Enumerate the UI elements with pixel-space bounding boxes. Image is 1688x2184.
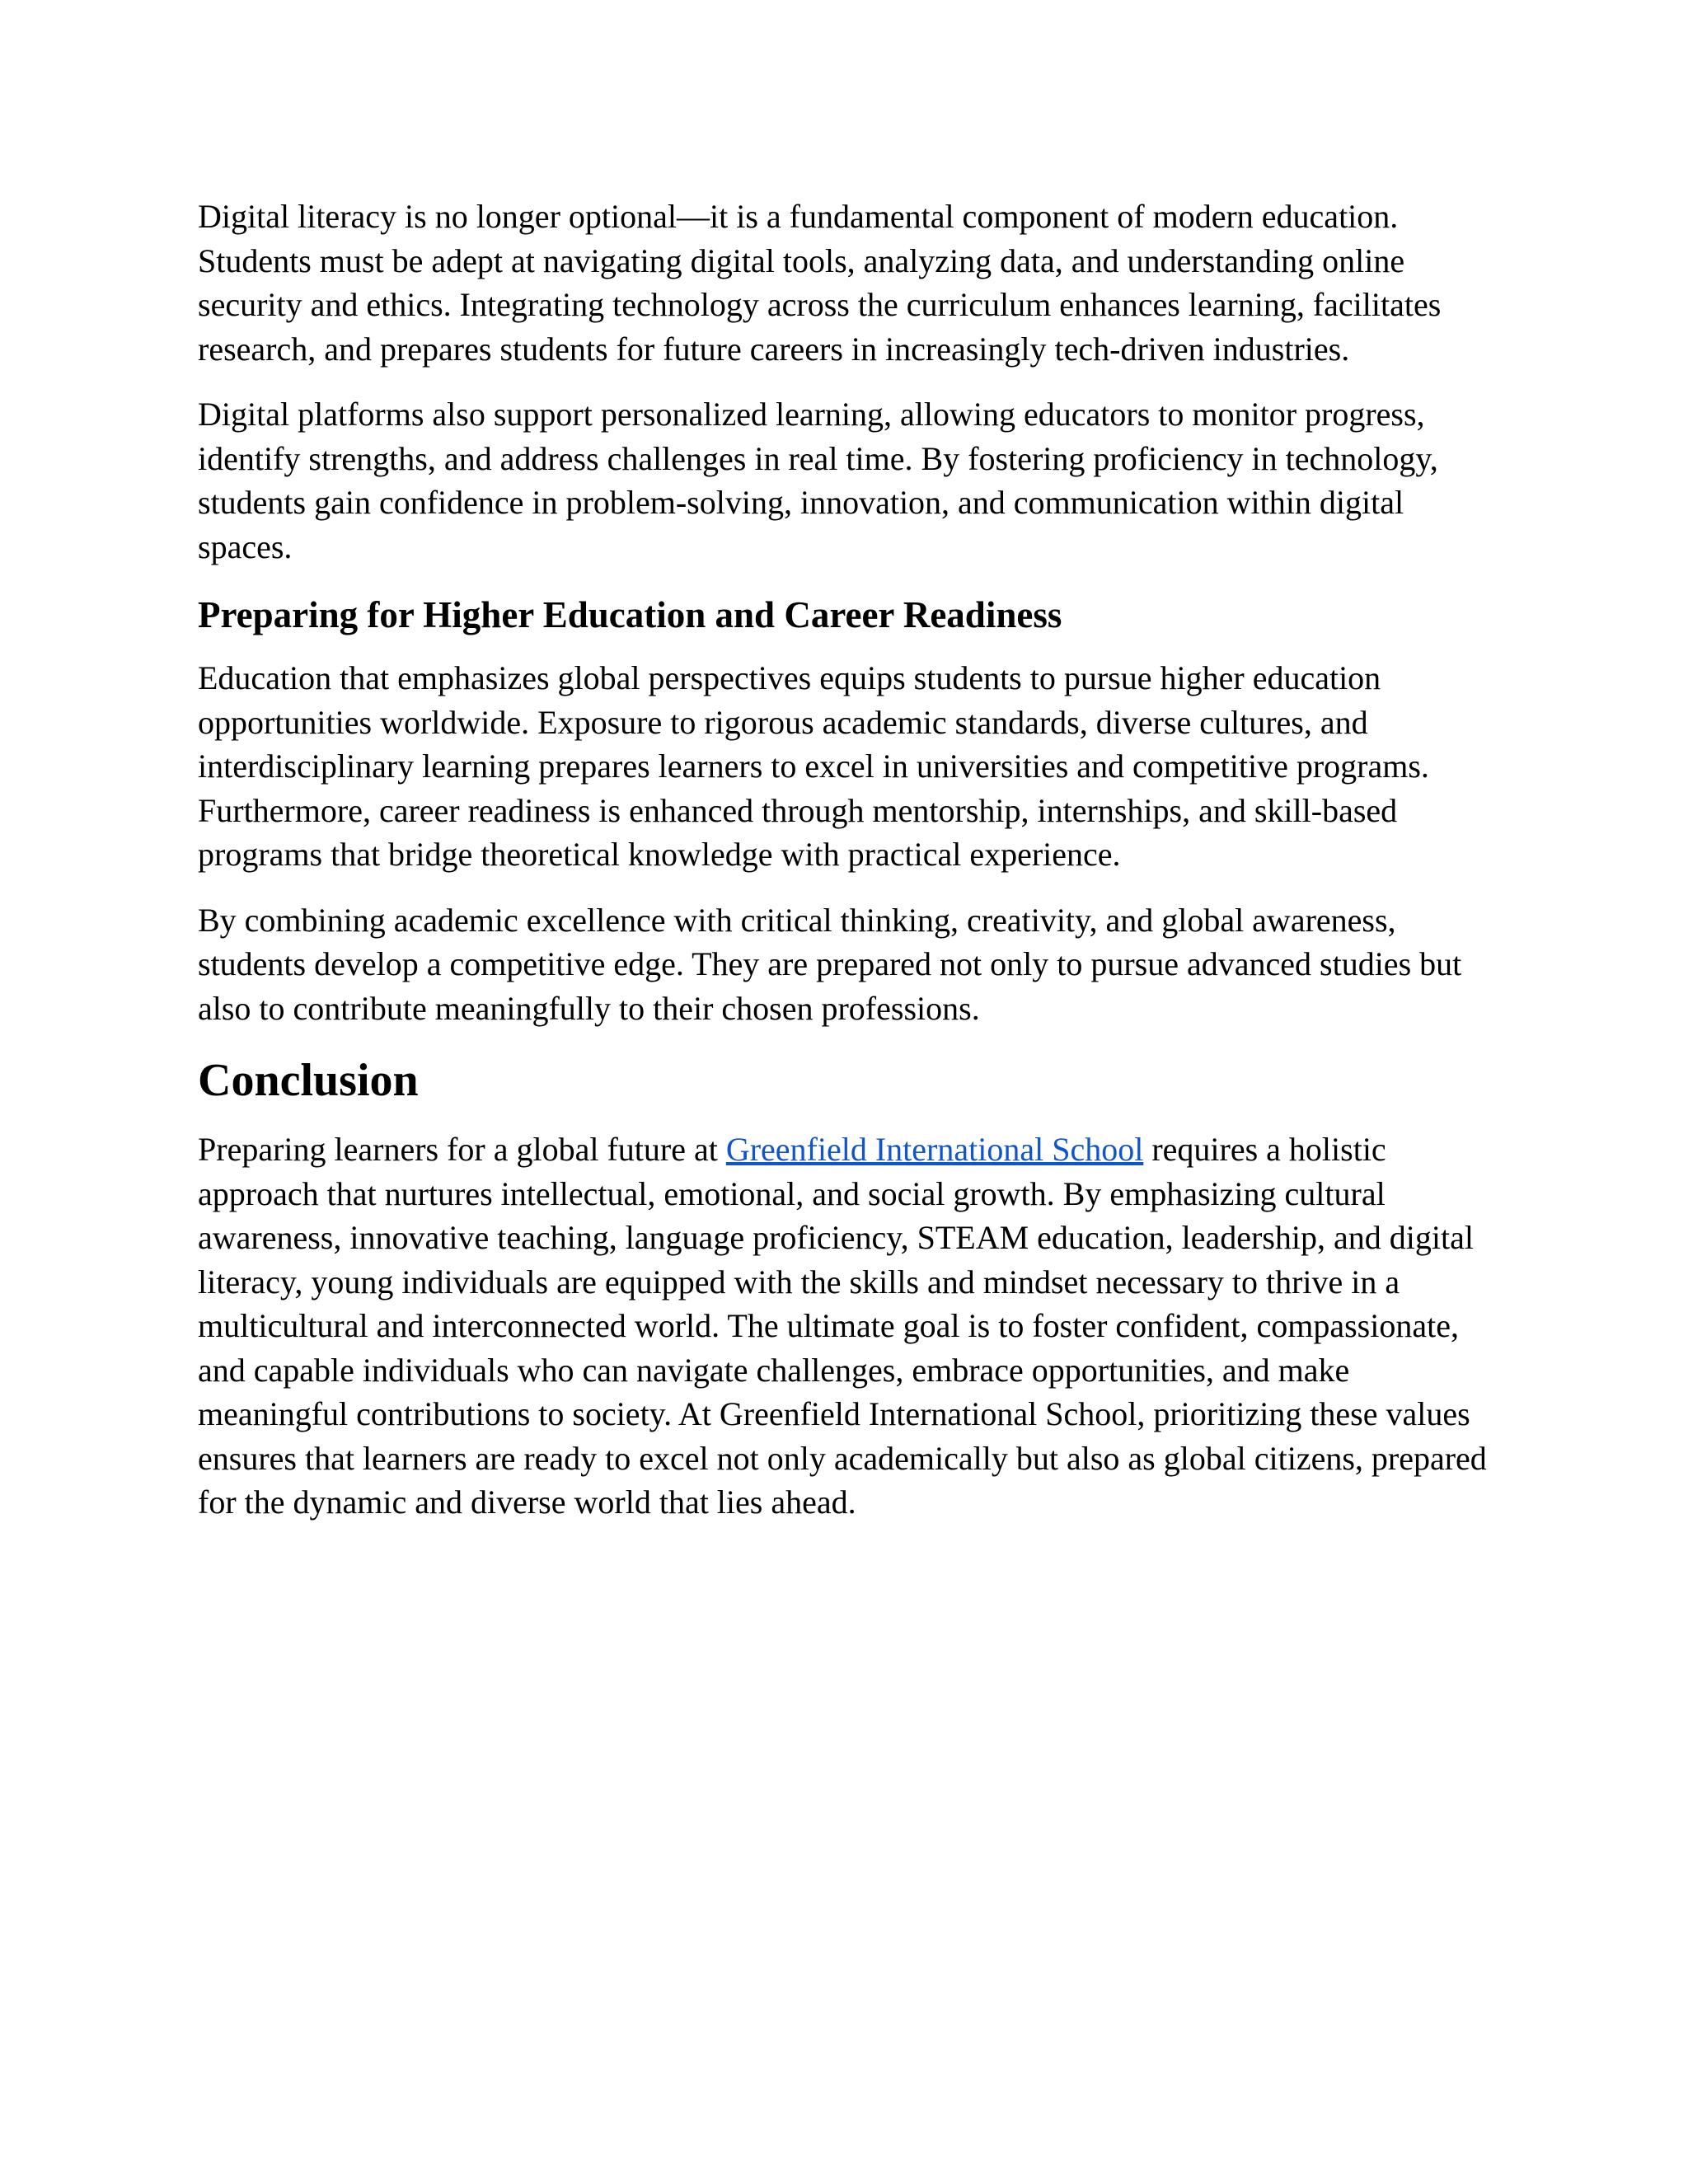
conclusion-text-after-link: requires a holistic approach that nurtures intellectual, emotional, and social growth. By emphasizing cultural awareness, innovative teaching, language proficiency, STEAM education, leadership, and digital literacy, young individuals are equipped with the skills and mindset necessary to thrive in a multicultural and interconnected world. The ultimate goal is to foster confident, compassionate, and capable individuals who can navigate challenges, embrace opportunities, and make meaningful contributions to society. At Greenfield International School, prioritizing these values ensures that learners are ready to excel not only academically but also as global citizens, prepared for the dynamic and diverse world that lies ahead. (198, 1131, 1487, 1521)
paragraph-competitive-edge: By combining academic excellence with critical thinking, creativity, and global awareness, students develop a competitive edge. They are prepared not only to pursue advanced studies but also to contribute meaningfully to their chosen professions. (198, 901, 1462, 1027)
paragraph-digital-literacy: Digital literacy is no longer optional—it is a fundamental component of modern education. Students must be adept at navigating digital tools, analyzing data, and understanding online security and ethics. Integrating technology across the curriculum enhances learning, facilitates research, and prepares students for future careers in increasingly tech-driven industries. (198, 198, 1442, 368)
document-body (198, 194, 1492, 1546)
section-heading-conclusion: Conclusion (198, 1055, 419, 1106)
paragraph-digital-platforms: Digital platforms also support personalized learning, allowing educators to monitor progress, identify strengths, and address challenges in real time. By fostering proficiency in technology, students gain confidence in problem-solving, innovation, and communication within digital spaces. (198, 396, 1438, 565)
section-heading-higher-education: Preparing for Higher Education and Career Readiness (198, 594, 1062, 635)
school-link[interactable]: Greenfield International School (725, 1131, 1144, 1168)
conclusion-text-before-link: Preparing learners for a global future at (198, 1131, 726, 1168)
paragraph-conclusion (198, 1127, 1492, 1525)
paragraph-global-perspectives: Education that emphasizes global perspectives equips students to pursue higher education opportunities worldwide. Exposure to rigorous academic standards, diverse cultures, and interdisciplinary learning prepares learners to excel in universities and competitive programs. Furthermore, career readiness is enhanced through mentorship, internships, and skill-based programs that bridge theoretical knowledge with practical experience. (198, 659, 1429, 873)
